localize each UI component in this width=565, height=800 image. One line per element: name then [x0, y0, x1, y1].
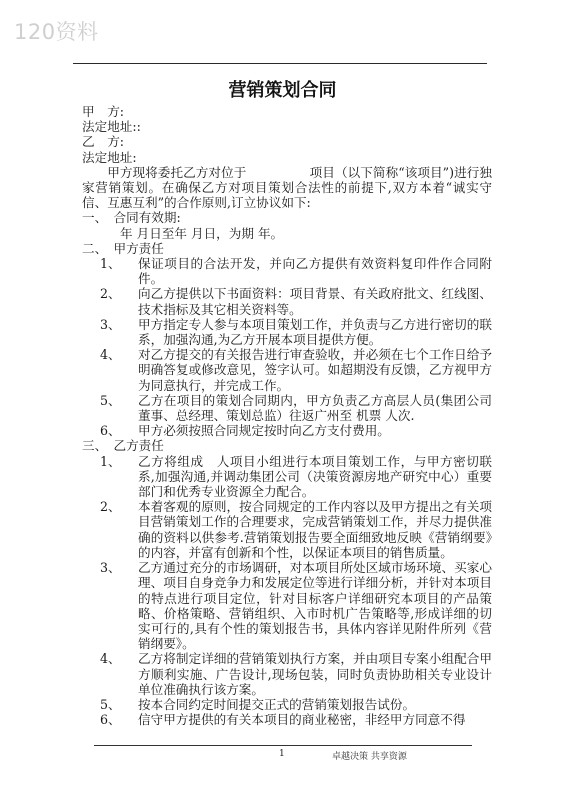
footer-note: 卓越决策 共享资源 [332, 752, 407, 762]
party-b-duty-item [82, 712, 492, 727]
item-text: 本着客观的原则，按合同规定的工作内容以及甲方提出之有关项目营销策划工作的合理要求，完成营销策划工作，并尽力提供准确的资料以供参考.营销策划报告要全面细致地反映《营销纲要》的内容，并富有创新和个性，以保证本项目的销售质量。 [138, 499, 492, 560]
item-text: 按本合同约定时间提交正式的营销策划报告试份。 [138, 696, 416, 712]
item-text: 甲方必须按照合同规定按时向乙方支付费用。 [138, 423, 390, 439]
item-number: 3、 [100, 560, 121, 576]
item-text: 乙方将组成 人项目小组进行本项目策划工作，与甲方密切联系,加强沟通,并调动集团公司（决策资源房地产研究中心）重要部门和优秀专业资源全力配合。 [138, 453, 492, 500]
party-b-label: 乙 方: [82, 134, 125, 150]
party-a-duty-item [82, 286, 492, 316]
item-number: 1、 [100, 453, 121, 469]
item-number: 6、 [100, 423, 121, 439]
intro-paragraph: 甲方现将委托乙方对位于 项目（以下简称“该项目”)进行独家营销策划。在确保乙方对项目策划合法性的前提下,双方本着“诚实守信、互惠互利”的合作原则,订立协议如下: [82, 164, 492, 211]
item-number: 4、 [100, 347, 121, 363]
party-a-duty-item [82, 423, 492, 438]
party-a-duty-item [82, 256, 492, 286]
footer-rule [94, 745, 472, 746]
contract-body [82, 104, 492, 727]
party-b-duty-item [82, 560, 492, 651]
party-a-label: 甲 方: [82, 104, 125, 119]
page-number: 1 [279, 749, 285, 759]
section-1-heading: 一、 合同有效期: [82, 210, 181, 226]
item-text: 甲方指定专人参与本项目策划工作，并负责与乙方进行密切的联系，加强沟通,为乙方开展本项目提供方便。 [138, 316, 492, 348]
item-text: 对乙方提交的有关报告进行审查验收，并必须在七个工作日给予明确答复或修改意见，签字认可。如超期没有反馈，乙方视甲方为同意执行，并完成工作。 [138, 347, 492, 393]
section-3-heading: 三、 乙方责任 [82, 438, 164, 454]
party-b-duty-item [82, 499, 492, 560]
item-text: 向乙方提供以下书面资料：项目背景、有关政府批文、红线图、技术指标及其它相关资料等。 [138, 286, 492, 317]
item-number: 1、 [100, 256, 121, 272]
party-a-duty-item [82, 317, 492, 347]
item-number: 6、 [100, 712, 121, 728]
item-text: 信守甲方提供的有关本项目的商业秘密，非经甲方同意不得 [138, 712, 466, 728]
watermark-logo: 120资料 [14, 20, 99, 44]
party-a-duty-item [82, 347, 492, 393]
item-number: 2、 [100, 286, 121, 302]
party-b-address-label: 法定地址: [82, 149, 137, 165]
party-a-duty-item [82, 393, 492, 423]
item-text: 乙方在项目的策划合同期内，甲方负责乙方高层人员(集团公司董事、总经理、策划总监）往返广州至 机票 人次. [138, 392, 492, 424]
item-text: 乙方将制定详细的营销策划执行方案，并由项目专案小组配合甲方顺利实施、广告设计,现场包装，同时负责协助相关专业设计单位准确执行该方案。 [138, 651, 492, 697]
item-text: 乙方通过充分的市场调研，对本项目所处区域市场环境、买家心理、项目自身竞争力和发展定位等进行详细分析，并针对本项目的特点进行项目定位，针对目标客户详细研究本项目的产品策略、价格策略、营销组织、入市时机广告策略等,形成详细的切实可行的,具有个性的策划报告书，具体内容详见附件所列《营销纲要》。 [138, 560, 492, 652]
header-rule [73, 63, 487, 64]
party-b-duty-item [82, 454, 492, 500]
item-number: 5、 [100, 696, 121, 712]
party-a-address-label: 法定地址:: [82, 119, 141, 135]
item-text: 保证项目的合法开发，并向乙方提供有效资料复印件作合同附件。 [138, 256, 492, 287]
item-number: 4、 [100, 651, 121, 667]
section-2-heading: 二、 甲方责任 [82, 240, 164, 256]
item-number: 5、 [100, 392, 121, 408]
party-b-duty-item [82, 697, 492, 712]
document-title: 营销策划合同 [228, 80, 337, 101]
party-b-duty-item [82, 651, 492, 697]
item-number: 3、 [100, 316, 121, 332]
validity-date-line: 年 月日至年 月日，为期 年。 [120, 225, 284, 241]
item-number: 2、 [100, 499, 121, 515]
